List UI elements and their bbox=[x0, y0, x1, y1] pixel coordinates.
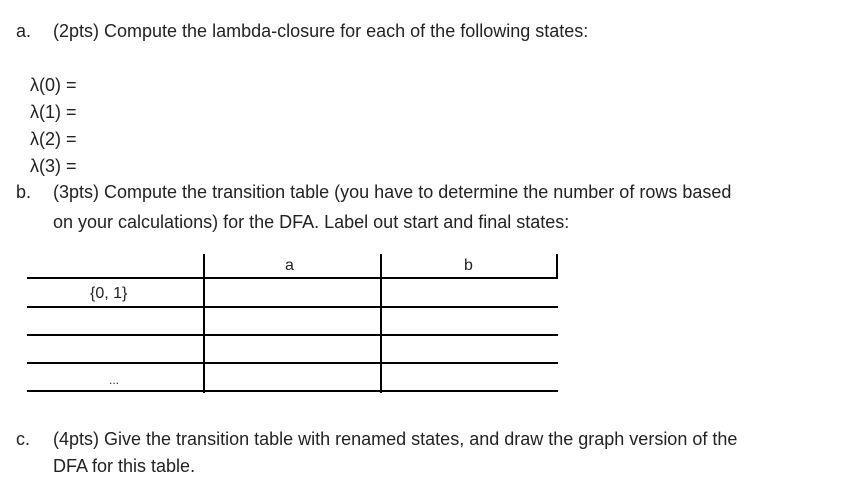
table-row-divider bbox=[27, 390, 558, 392]
part-b-question-line1: (3pts) Compute the transition table (you have to determine the number of rows based bbox=[53, 182, 732, 202]
table-cell-state: {0, 1} bbox=[90, 285, 128, 302]
part-a-marker: a. bbox=[16, 21, 32, 41]
table-cell-ellipsis: ... bbox=[109, 373, 120, 387]
lambda-closure-2: λ(2) = bbox=[30, 129, 77, 149]
part-c-question-line2: DFA for this table. bbox=[53, 456, 196, 476]
table-col-divider bbox=[380, 254, 382, 393]
table-col-divider bbox=[203, 254, 205, 393]
lambda-closure-3: λ(3) = bbox=[30, 156, 77, 176]
part-a-question: (2pts) Compute the lambda-closure for each of the following states: bbox=[53, 21, 589, 41]
table-header-b: b bbox=[464, 257, 473, 274]
table-col-divider bbox=[556, 254, 558, 278]
table-row-divider bbox=[27, 277, 558, 279]
part-b-marker: b. bbox=[16, 182, 32, 202]
table-row-divider bbox=[27, 362, 558, 364]
table-row-divider bbox=[27, 334, 558, 336]
part-b-question-line2: on your calculations) for the DFA. Label out start and final states: bbox=[53, 212, 570, 232]
table-row-divider bbox=[27, 306, 558, 308]
part-c-question-line1: (4pts) Give the transition table with renamed states, and draw the graph version of the bbox=[53, 429, 738, 449]
lambda-closure-0: λ(0) = bbox=[30, 75, 77, 95]
lambda-closure-1: λ(1) = bbox=[30, 102, 77, 122]
table-header-a: a bbox=[285, 257, 294, 274]
part-c-marker: c. bbox=[16, 429, 31, 449]
